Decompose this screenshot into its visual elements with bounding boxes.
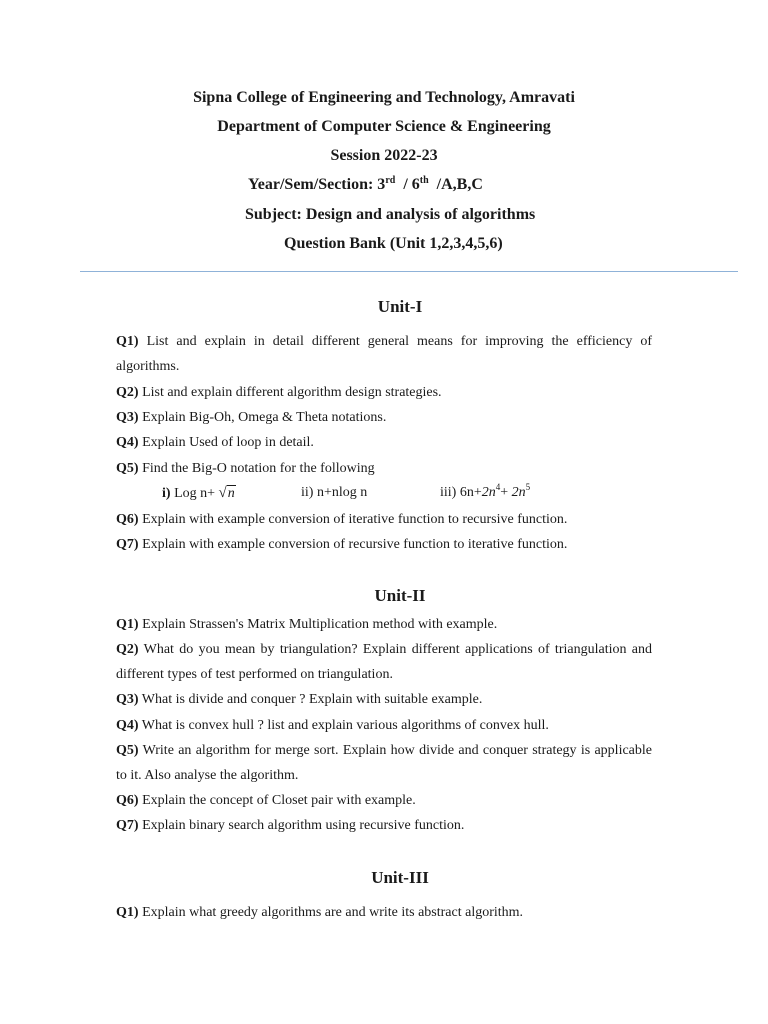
unit-1-question-4: Q4) Explain Used of loop in detail. [116,435,314,450]
q5-part-ii: ii) n+nlog n [301,485,368,500]
unit-2-question-4: Q4) What is convex hull ? list and explain various algorithms of convex hull. [116,718,549,733]
question-bank-title: Question Bank (Unit 1,2,3,4,5,6) [284,235,503,252]
square-root-symbol: √n [218,485,235,501]
unit-1-question-2: Q2) List and explain different algorithm design strategies. [116,385,442,400]
unit-3-title: Unit-III [371,868,429,887]
subject-title: Subject: Design and analysis of algorithms [245,206,536,223]
unit-2-question-6: Q6) Explain the concept of Closet pair with example. [116,793,416,808]
unit-1-question-1: Q1) List and explain in detail different general means for improving the efficiency of algorithms. [116,334,652,374]
unit-1-question-6: Q6) Explain with example conversion of iterative function to recursive function. [116,512,568,527]
session-title: Session 2022-23 [330,147,438,164]
q5-part-iii: iii) $6n+2n^4+ 2n^5$ [440,482,531,500]
q5-part-i: i) Log n+ √n [162,481,236,505]
unit-2-question-5: Q5) Write an algorithm for merge sort. Explain how divide and conquer strategy is applicable to it. Also analyse the algorithm. [116,743,652,783]
department-title: Department of Computer Science & Engineering [217,118,551,135]
unit-1-question-3: Q3) Explain Big-Oh, Omega & Theta notations. [116,410,387,425]
header-divider [80,271,738,272]
unit-2-question-7: Q7) Explain binary search algorithm using recursive function. [116,818,465,833]
unit-3-question-1: Q1) Explain what greedy algorithms are and write its abstract algorithm. [116,905,524,920]
unit-2-title: Unit-II [374,586,426,605]
unit-1-question-7: Q7) Explain with example conversion of recursive function to iterative function. [116,537,568,552]
unit-2-question-2: Q2) What do you mean by triangulation? Explain different applications of triangulation and different types of test performed on triangulation. [116,642,652,682]
unit-2-question-3: Q3) What is divide and conquer ? Explain with suitable example. [116,692,483,707]
college-title: Sipna College of Engineering and Technology, Amravati [193,89,575,106]
year-sem-section: Year/Sem/Section: 3rd / 6th /A,B,C [248,175,483,193]
unit-1-title: Unit-I [377,297,423,316]
unit-2-question-1: Q1) Explain Strassen's Matrix Multiplication method with example. [116,617,498,632]
unit-1-question-5: Q5) Find the Big-O notation for the following [116,461,375,476]
